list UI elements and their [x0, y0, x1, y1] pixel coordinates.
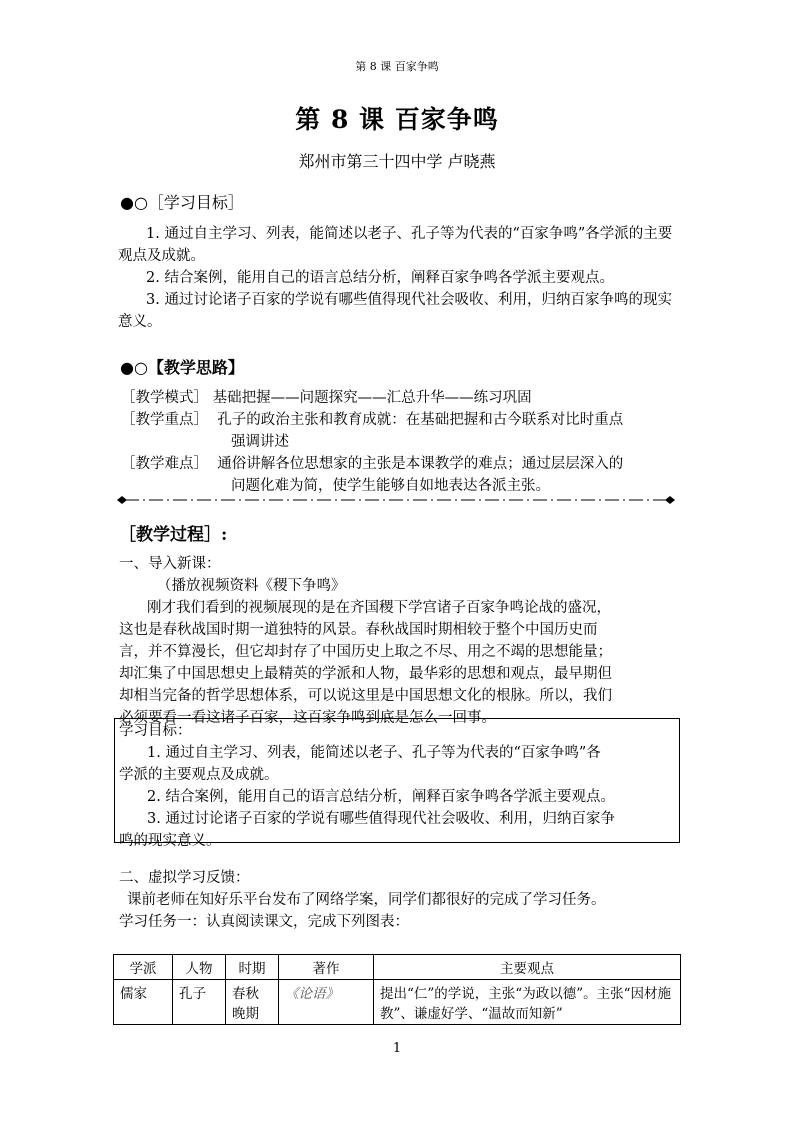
diff-label: ［教学难点］ [121, 456, 208, 472]
cell-person: 孔子 [173, 980, 226, 1025]
goal-item-3-cont: 鸣的现实意义。 [119, 833, 221, 849]
objective-item-1: 1. 通过自主学习、列表，能简述以老子、孔子等为代表的“百家争鸣”各学派的主要观点及成就。 [118, 226, 673, 264]
objectives-heading: ●○［学习目标］ [120, 193, 244, 212]
section-divider [117, 494, 675, 506]
feedback-block [119, 867, 681, 933]
approach-block [121, 387, 681, 497]
author-line: 郑州市第三十四中学 卢晓燕 [298, 152, 496, 171]
col-header-person: 人物 [173, 955, 226, 980]
intro-line-6: 必须要看一看这诸子百家，这百家争鸣到底是怎么一回事。 [119, 710, 496, 726]
intro-line-4: 却汇集了中国思想史上最精英的学派和人物，最华彩的思想和观点，最早期但 [119, 666, 612, 682]
process-intro [119, 553, 681, 729]
cell-view-line-2: 教”、谦虚好学、“温故而知新” [380, 1006, 563, 1022]
mode-label: ［教学模式］ [121, 390, 208, 406]
schools-table [113, 954, 681, 1025]
diff-text: 通俗讲解各位思想家的主张是本课教学的难点；通过层层深入的 [217, 456, 624, 472]
intro-line-1: 刚才我们看到的视频展现的是在齐国稷下学宫诸子百家争鸣论战的盛况， [147, 600, 611, 616]
goal-item-1-cont: 学派的主要观点及成就。 [119, 767, 279, 783]
mode-text: 基础把握——问题探究——汇总升华——练习巩固 [212, 390, 532, 406]
col-header-view: 主要观点 [374, 955, 681, 980]
objective-item-3: 3. 通过讨论诸子百家的学说有哪些值得现代社会吸收、利用，归纳百家争鸣的现实意义。 [118, 292, 672, 330]
intro-line-2: 这也是春秋战国时期一道独特的风景。春秋战国时期相较于整个中国历史而 [119, 622, 598, 638]
learning-goals-box [114, 718, 680, 849]
cell-view-line-1: 提出“仁”的学说，主张“为政以德”。主张“因材施 [380, 986, 672, 1002]
section1-title: 一、导入新课： [119, 556, 221, 572]
objectives-list [118, 223, 678, 333]
running-header: 第 8 课 百家争鸣 [355, 60, 439, 73]
col-header-school: 学派 [114, 955, 173, 980]
page-number: 1 [392, 1041, 402, 1056]
cell-work: 《论语》 [279, 980, 374, 1025]
goal-item-2: 2. 结合案例，能用自己的语言总结分析，阐释百家争鸣各学派主要观点。 [147, 789, 615, 805]
approach-heading: ●○【教学思路】 [120, 358, 244, 377]
goal-item-3: 3. 通过讨论诸子百家的学说有哪些值得现代社会吸收、利用，归纳百家争 [147, 811, 615, 827]
intro-line-5: 却相当完备的哲学思想体系，可以说这里是中国思想文化的根脉。所以，我们 [119, 688, 612, 704]
cell-period [226, 980, 279, 1025]
feedback-line-1: 课前老师在知好乐平台发布了网络学案，同学们都很好的完成了学习任务。 [127, 892, 606, 908]
cell-view [374, 980, 681, 1025]
cell-school: 儒家 [114, 980, 173, 1025]
goal-item-1: 1. 通过自主学习、列表，能简述以老子、孔子等为代表的“百家争鸣”各 [147, 745, 601, 761]
col-header-work: 著作 [279, 955, 374, 980]
objective-item-2: 2. 结合案例，能用自己的语言总结分析，阐释百家争鸣各学派主要观点。 [146, 270, 614, 286]
cell-period-line-1: 春秋 [232, 986, 259, 1002]
key-text-cont: 强调讲述 [231, 434, 289, 450]
intro-line-3: 言，并不算漫长，但它却封存了中国历史上取之不尽、用之不竭的思想能量； [119, 644, 612, 660]
col-header-period: 时期 [226, 955, 279, 980]
table-row [114, 980, 681, 1025]
process-heading: ［教学过程］: [119, 525, 228, 545]
table-header-row [114, 955, 681, 980]
key-text: 孔子的政治主张和教育成就：在基础把握和古今联系对比时重点 [217, 412, 624, 428]
key-label: ［教学重点］ [121, 412, 208, 428]
lesson-title: 第 8 课 百家争鸣 [295, 105, 499, 134]
section2-title: 二、虚拟学习反馈： [119, 870, 250, 886]
feedback-line-2: 学习任务一：认真阅读课文，完成下列图表： [119, 914, 409, 930]
goal-box-label: 学习目标： [119, 723, 192, 739]
cell-period-line-2: 晚期 [232, 1006, 259, 1022]
video-note: （播放视频资料《稷下争鸣》 [157, 578, 346, 594]
diff-text-cont: 问题化难为简，使学生能够自如地表达各派主张。 [231, 478, 550, 494]
